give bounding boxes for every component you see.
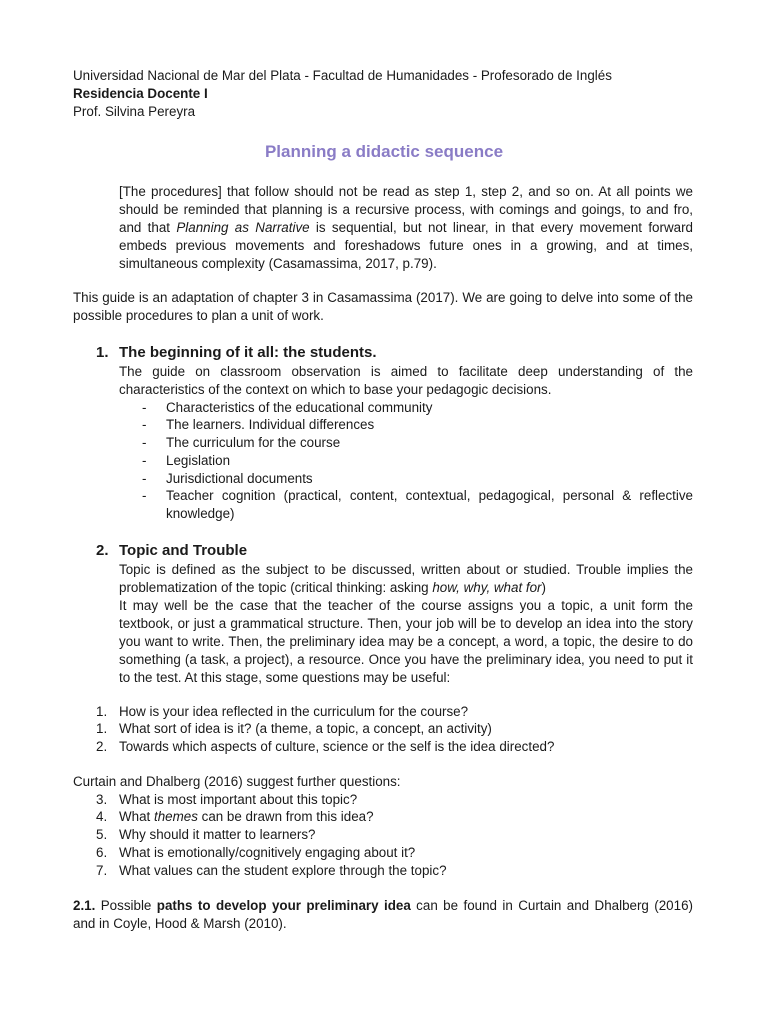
- quote-text-2: is sequential, but not linear, in that every movement forward embeds previous movements and foreshadows future ones in a growing, and at times, simultaneous complexity (Casamassima, 2017, p.79).: [119, 220, 693, 271]
- bullet-text: Teacher cognition (practical, content, contextual, pedagogical, personal & reflective knowledge): [166, 488, 693, 521]
- question-text: How is your idea reflected in the curriculum for the course?: [119, 704, 469, 719]
- question-text-b: can be drawn from this idea?: [197, 809, 374, 824]
- section-2-1-number: 2.1.: [73, 898, 96, 913]
- quote-emphasis: Planning as Narrative: [176, 220, 310, 235]
- question-number: 7.: [96, 863, 108, 878]
- topic-text-1: Topic is defined as the subject to be discussed, written about or studied. Trouble implies the problematization of the topic (critical thinking: asking: [119, 562, 693, 595]
- section-2-1-bold: paths to develop your preliminary idea: [156, 898, 411, 913]
- section-2-1-text-2: can be found in Curtain and Dhalberg (2016) and in Coyle, Hood & Marsh (2010).: [73, 898, 693, 931]
- block-quote: [119, 183, 693, 273]
- question-number: 5.: [96, 827, 108, 842]
- question-text-a: What: [119, 809, 154, 824]
- section-2-title: Topic and Trouble: [119, 542, 248, 559]
- section-2-paragraph-1: [119, 561, 693, 597]
- section-1-heading: [96, 343, 377, 363]
- bullet-item: [142, 416, 693, 434]
- question-item: [96, 826, 693, 844]
- question-item: [96, 808, 693, 826]
- section-2-paragraph-2: It may well be the case that the teacher of the course assigns you a topic, a unit form the textbook, or just a grammatical structure. Then, your job will be to develop an idea into the story you want to write. Then, the preliminary idea may be a concept, a word, a topic, the desire to do something (a task, a project), a resource. Once you have the preliminary idea, you need to put it to the test. At this stage, some questions may be useful:: [119, 598, 693, 685]
- question-number: 1.: [96, 721, 108, 736]
- bullet-text: The learners. Individual differences: [166, 417, 375, 432]
- bullet-dash: -: [142, 417, 147, 432]
- header-professor: Prof. Silvina Pereyra: [73, 104, 196, 119]
- bullet-dash: -: [142, 488, 147, 503]
- bullet-text: The curriculum for the course: [166, 435, 341, 450]
- question-text: What values can the student explore through the topic?: [119, 863, 447, 878]
- question-emphasis: themes: [153, 809, 198, 824]
- question-text: What is emotionally/cognitively engaging about it?: [119, 845, 416, 860]
- curtain-intro: Curtain and Dhalberg (2016) suggest further questions:: [73, 774, 401, 789]
- section-1-title: The beginning of it all: the students.: [119, 344, 377, 361]
- page-title: Planning a didactic sequence: [264, 142, 504, 161]
- question-number: 4.: [96, 809, 108, 824]
- section-2-number: 2.: [96, 542, 109, 559]
- section-2-heading: [96, 541, 247, 561]
- bullet-item: [142, 470, 693, 488]
- bullet-item: [142, 487, 693, 523]
- question-text: What is most important about this topic?: [119, 792, 358, 807]
- question-item: [96, 720, 693, 738]
- quote-text-1: [The procedures] that follow should not be read as step 1, step 2, and so on. At all points we should be reminded that planning is a recursive process, with comings and goings, to and fro, and that: [119, 184, 693, 235]
- question-number: 2.: [96, 739, 108, 754]
- question-item: [96, 738, 693, 756]
- bullet-text: Characteristics of the educational community: [166, 400, 433, 415]
- bullet-dash: -: [142, 453, 147, 468]
- bullet-item: [142, 452, 693, 470]
- section-2-1-paragraph: [73, 897, 693, 933]
- question-number: 6.: [96, 845, 108, 860]
- question-number: 3.: [96, 792, 108, 807]
- header-university: Universidad Nacional de Mar del Plata - Facultad de Humanidades - Profesorado de Inglés: [73, 68, 612, 83]
- question-item: [96, 844, 693, 862]
- bullet-dash: -: [142, 471, 147, 486]
- section-1-body: The guide on classroom observation is aimed to facilitate deep understanding of the characteristics of the context on which to base your pedagogic decisions.: [119, 364, 693, 397]
- question-text: Towards which aspects of culture, science or the self is the idea directed?: [119, 739, 555, 754]
- question-text: What sort of idea is it? (a theme, a topic, a concept, an activity): [119, 721, 492, 736]
- question-text: Why should it matter to learners?: [119, 827, 316, 842]
- question-item: [96, 703, 693, 721]
- bullet-text: Legislation: [166, 453, 231, 468]
- bullet-dash: -: [142, 435, 147, 450]
- question-number: 1.: [96, 704, 108, 719]
- bullet-text: Jurisdictional documents: [166, 471, 313, 486]
- bullet-item: [142, 434, 693, 452]
- bullet-dash: -: [142, 400, 147, 415]
- section-1-number: 1.: [96, 344, 109, 361]
- question-item: [96, 862, 693, 880]
- question-item: [96, 791, 693, 809]
- topic-emphasis: how, why, what for: [432, 580, 542, 595]
- header-course: Residencia Docente I: [73, 86, 208, 101]
- intro-paragraph: This guide is an adaptation of chapter 3 in Casamassima (2017). We are going to delve into some of the possible procedures to plan a unit of work.: [73, 290, 693, 323]
- section-2-1-text-1: Possible: [95, 898, 157, 913]
- topic-text-2: ): [541, 580, 546, 595]
- bullet-item: [142, 399, 693, 417]
